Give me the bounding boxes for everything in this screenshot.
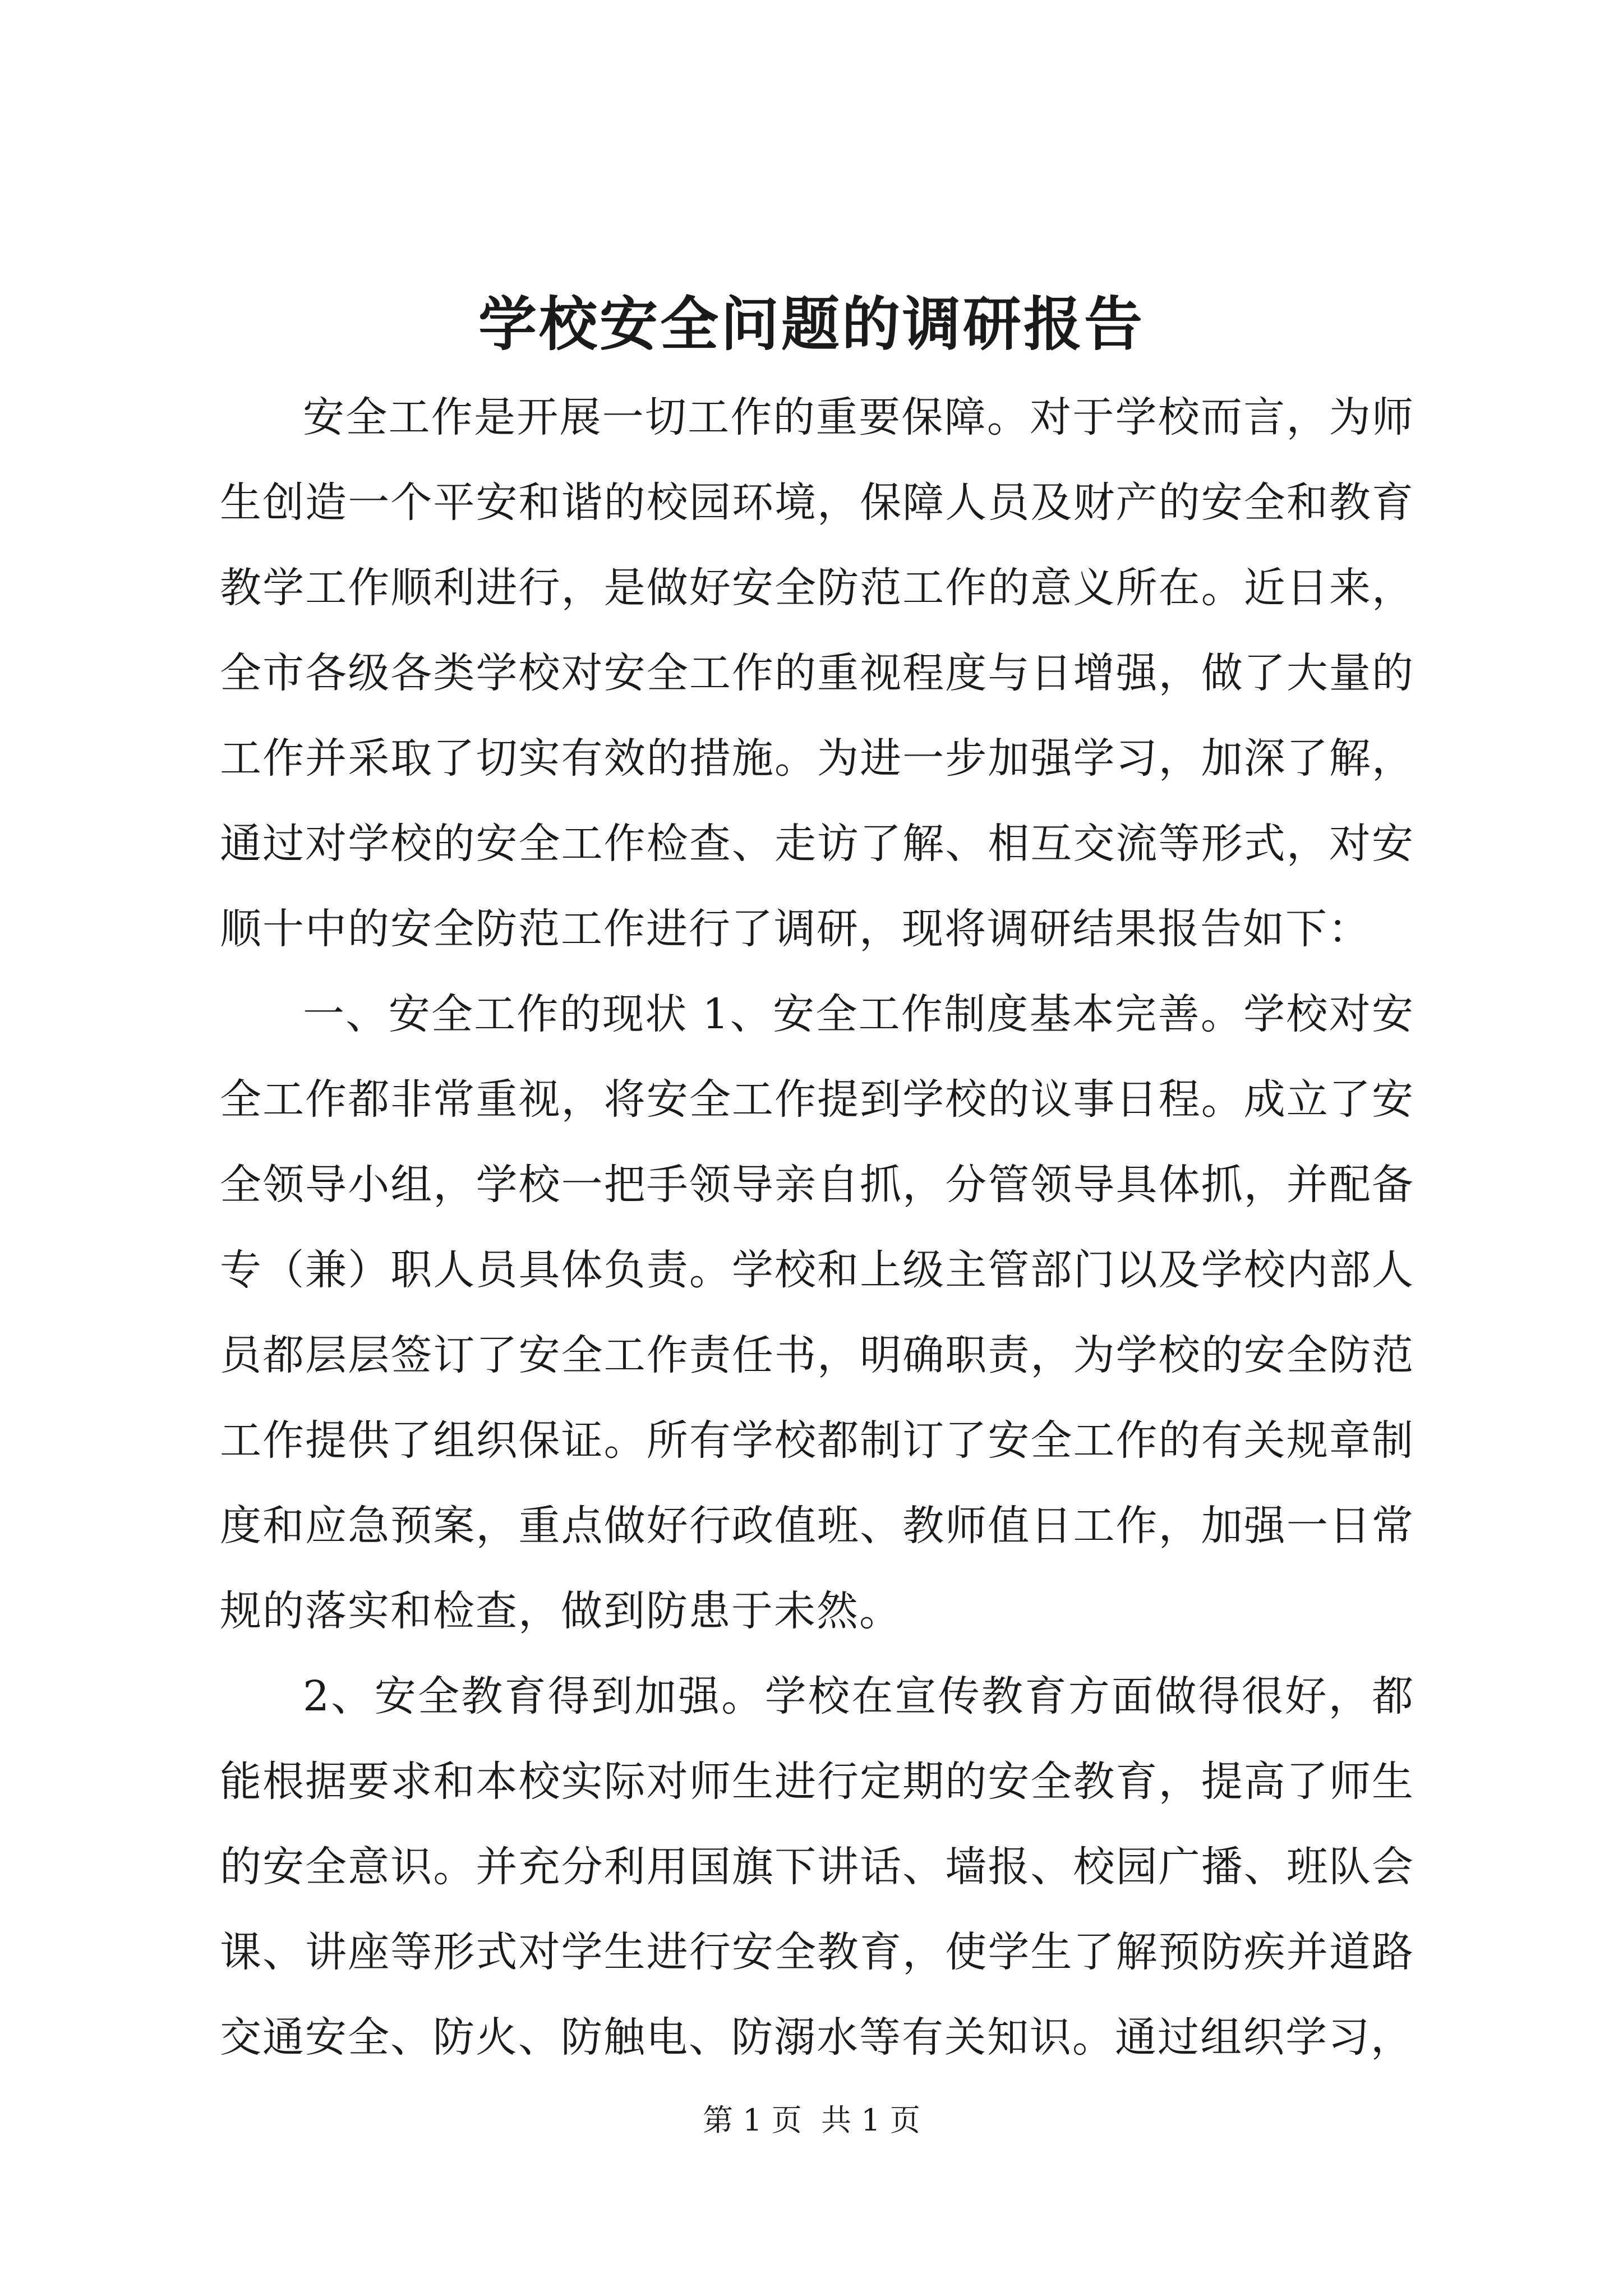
paragraph-section-2: 2、安全教育得到加强。学校在宣传教育方面做得很好，都能根据要求和本校实际对师生进行定期的安全教育，提高了师生的安全意识。并充分利用国旗下讲话、墙报、校园广播、班队会课、讲座等形式对学生进行安全教育，使学生了解预防疾并道路交通安全、防火、防触电、防溺水等有关知识。通过组织学习， [220,1672,1414,2062]
document-body [220,375,1414,2080]
paragraph-section-1: 一、安全工作的现状 1、安全工作制度基本完善。学校对安全工作都非常重视，将安全工作提到学校的议事日程。成立了安全领导小组，学校一把手领导亲自抓，分管领导具体抓，并配备专（兼）职人员具体负责。学校和上级主管部门以及学校内部人员都层层签订了安全工作责任书，明确职责，为学校的安全防范工作提供了组织保证。所有学校都制订了安全工作的有关规章制度和应急预案，重点做好行政值班、教师值日工作，加强一日常规的落实和检查，做到防患于未然。 [220,990,1414,1635]
page-number: 第 1 页 共 1 页 [703,2102,920,2138]
document-title: 学校安全问题的调研报告 [478,289,1145,358]
page-footer [0,2098,1623,2143]
paragraph-intro: 安全工作是开展一切工作的重要保障。对于学校而言，为师生创造一个平安和谐的校园环境，保障人员及财产的安全和教育教学工作顺利进行，是做好安全防范工作的意义所在。近日来，全市各级各类学校对安全工作的重视程度与日增强，做了大量的工作并采取了切实有效的措施。为进一步加强学习，加深了解，通过对学校的安全工作检查、走访了解、相互交流等形式，对安顺十中的安全防范工作进行了调研，现将调研结果报告如下： [220,393,1414,953]
